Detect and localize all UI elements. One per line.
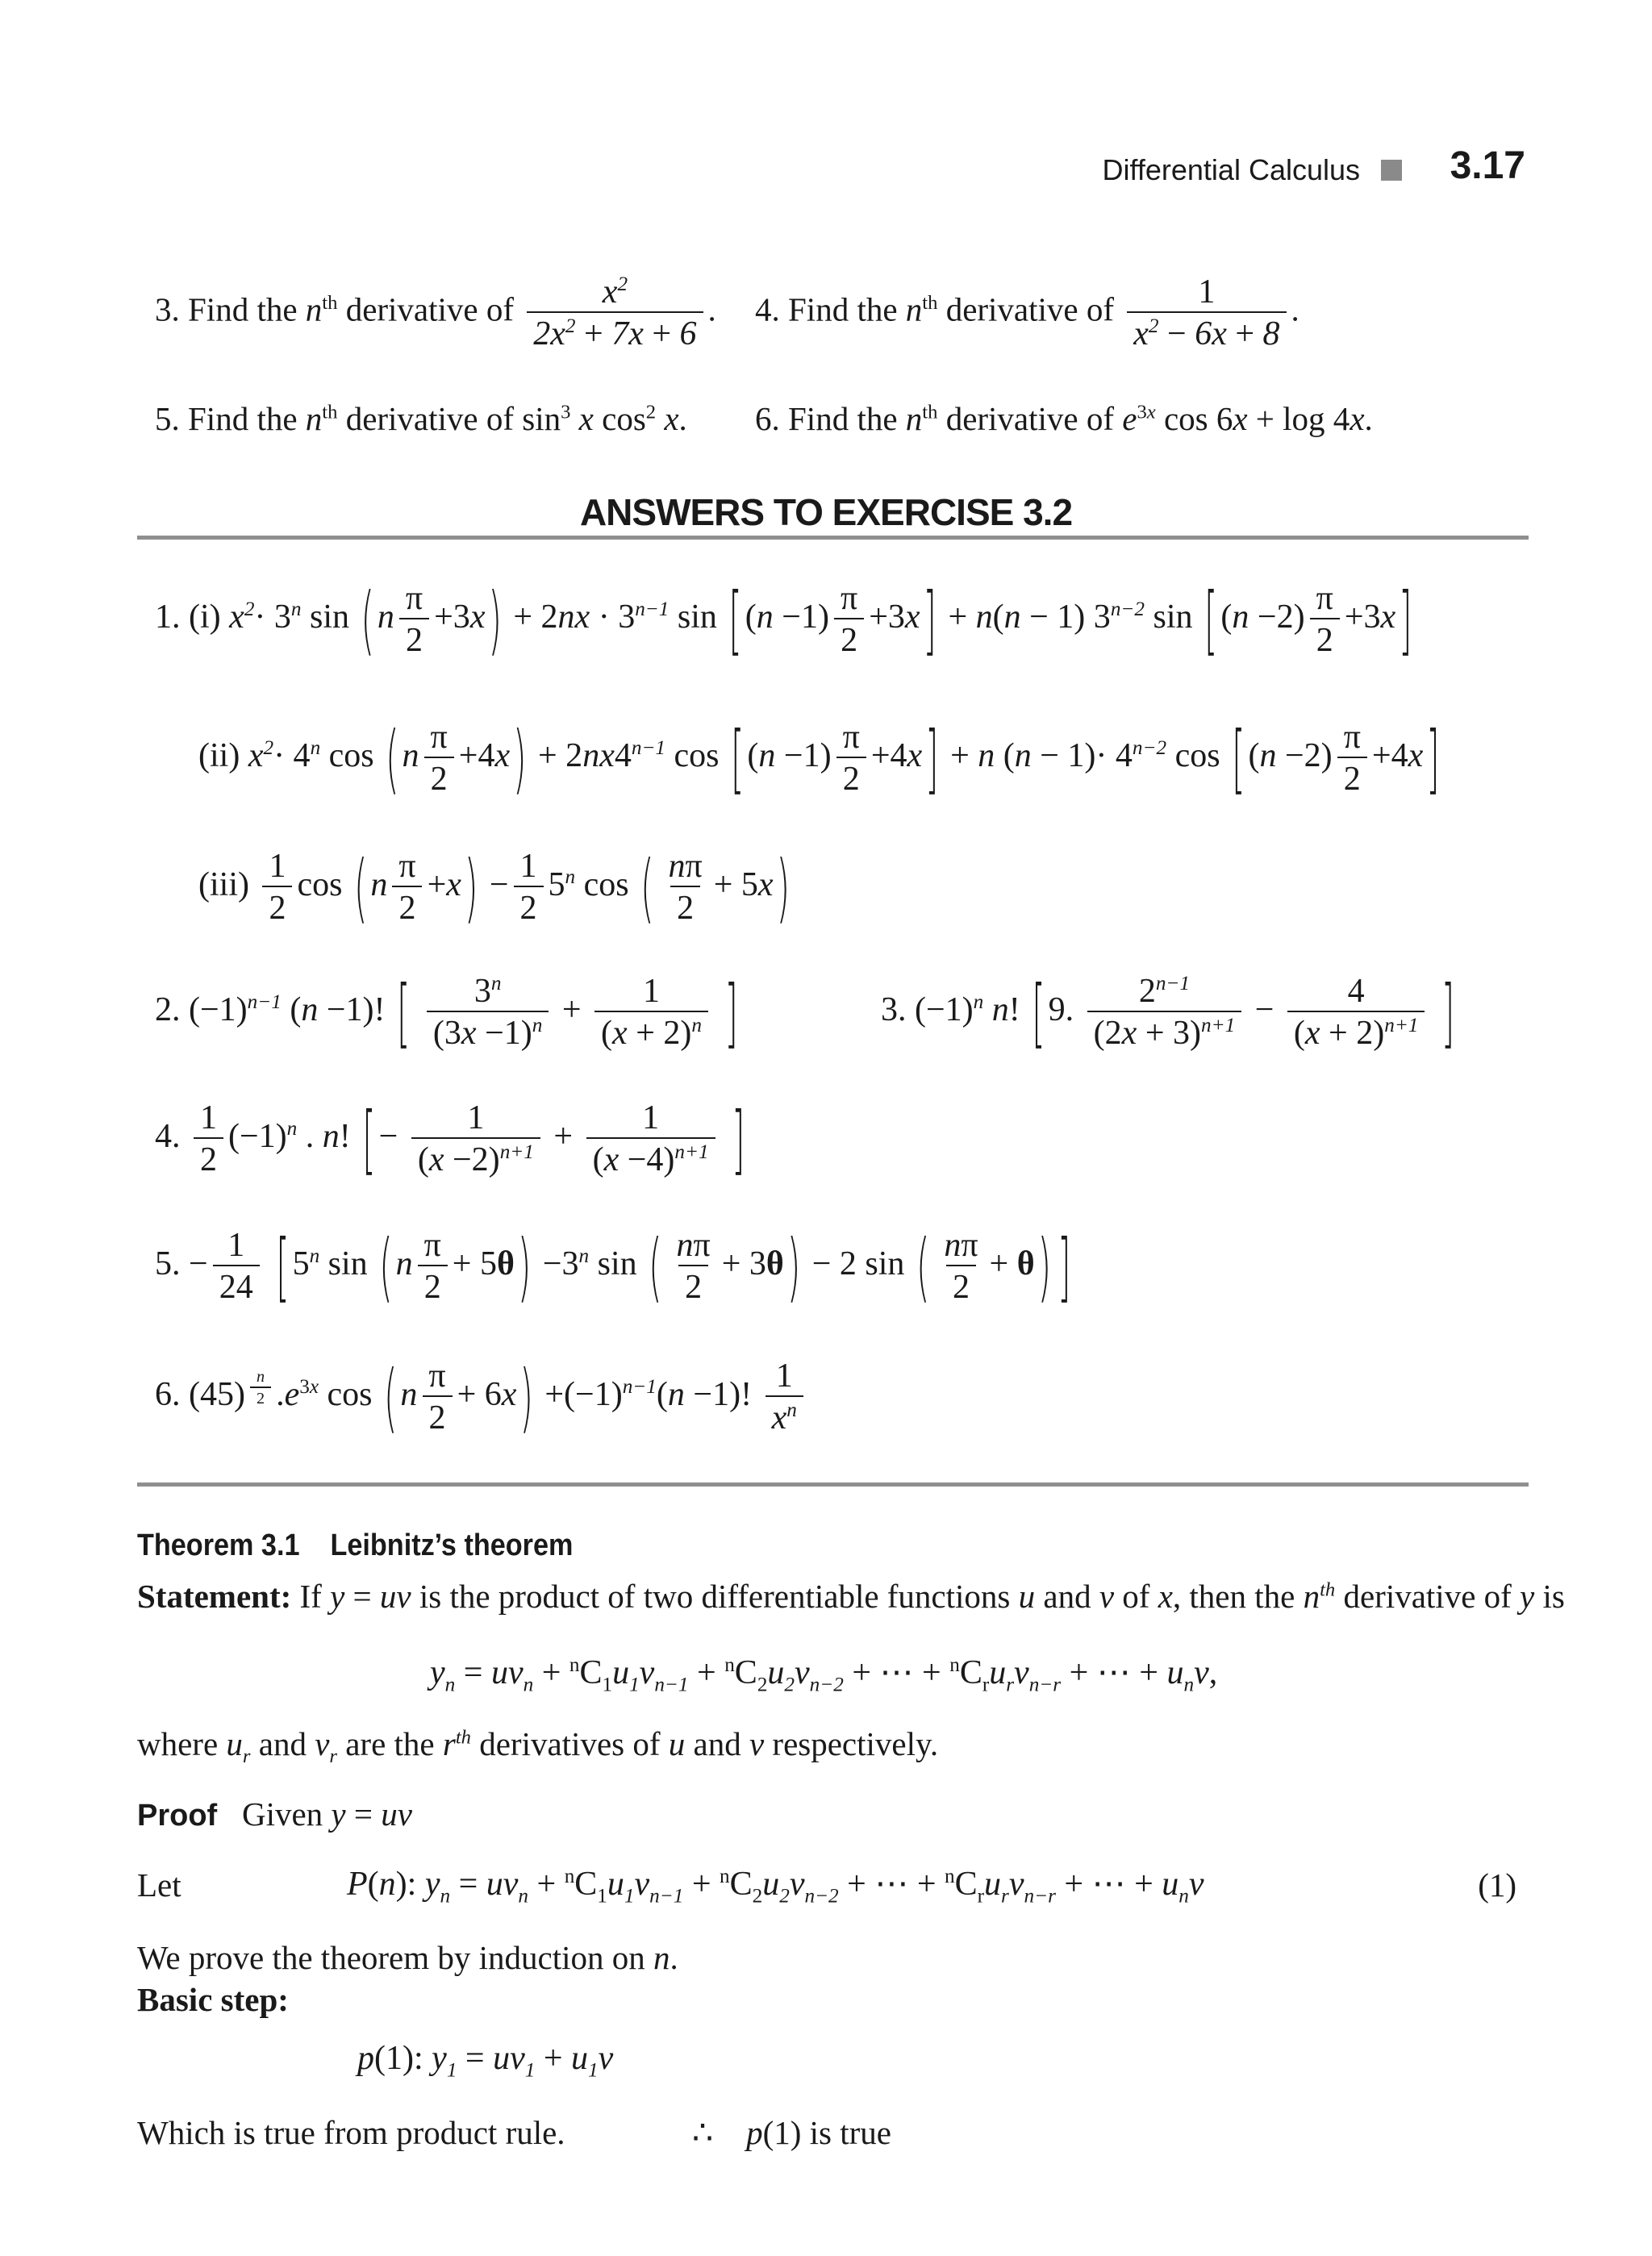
proof-line: Proof Given y = uv — [137, 1795, 412, 1833]
statement-text: derivative of — [1343, 1578, 1512, 1615]
answer-4-number: 4. — [155, 1117, 181, 1155]
equation-number: (1) — [1478, 1866, 1516, 1904]
basic-step-equation: p(1): $y_1 = uv_1 + u_1v$ — [357, 2040, 614, 2082]
problem-4-text: derivative of — [945, 290, 1115, 328]
statement-label: Statement: — [137, 1578, 292, 1615]
where-text: and — [258, 1725, 307, 1762]
therefore-symbol: ∴ — [692, 2114, 714, 2151]
problem-5-expression: $\sin^3 x$ $\cos^2 x$. — [522, 400, 687, 437]
header-square-icon — [1381, 160, 1402, 181]
theorem-name: Leibnitz’s theorem — [330, 1528, 574, 1562]
running-header-title: Differential Calculus — [1102, 153, 1360, 186]
problem-6-text: derivative of — [945, 400, 1115, 437]
statement-text: is — [1542, 1578, 1565, 1615]
leibnitz-formula: $y_n = uv_n + ^nC_1u_1v_{n-1} + ^nC_2u_2v_{n-2}$ + ⋯ + $^nC_ru_rv_{n-r}$ + ⋯ + $u_nv$, — [430, 1654, 1218, 1696]
page-number: 3.17 — [1450, 144, 1525, 187]
where-line: where $u_r$ and $v_r$ are the $r^{th}$ derivatives of u and v respectively. — [137, 1725, 939, 1768]
exercise-problem-5 — [155, 399, 687, 438]
problem-3-text: derivative of — [345, 290, 515, 328]
answer-6-number: 6. — [155, 1375, 181, 1413]
answer-1-part-i: (i) — [189, 598, 221, 636]
induction-statement: P(n): $y_n = uv_n + ^nC_1u_1v_{n-1} + ^nC_2u_2v_{n-2}$ + ⋯ + $^nC_ru_rv_{n-r}$ + ⋯ + $u_nv$ — [347, 1866, 1204, 1908]
nth-symbol: n — [905, 400, 923, 437]
let-label: Let — [137, 1866, 181, 1904]
problem-5-label: 5. Find the — [155, 400, 298, 437]
exercise-problem-3: 3. Find the $n^{th}$ derivative of $\frac{x^2}{2x^2 + 7x + 6}$ . — [155, 273, 716, 353]
problem-4-label: 4. Find the — [755, 290, 898, 328]
problem-3-label: 3. Find the — [155, 290, 298, 328]
problem-5-text: derivative of — [345, 400, 515, 437]
theorem-label — [137, 1528, 573, 1563]
induction-text: We prove the theorem by induction on n. — [137, 1939, 678, 1976]
proof-label: Proof — [137, 1799, 218, 1833]
proof-given-text: Given — [241, 1795, 323, 1833]
answer-5-number: 5. — [155, 1245, 181, 1282]
answer-1-part-iii: (iii) — [198, 865, 249, 903]
th-suffix: th — [322, 292, 338, 315]
statement-text: is the product of two differentiable functions — [419, 1578, 1011, 1615]
answers-heading: ANSWERS TO EXERCISE 3.2 — [579, 491, 1073, 533]
answer-1-ii: (ii) $x^2\cdot 4^n$ cos (n $\frac{\pi}{2}$ $+4x) + 2nx4^{n-1}$ cos [(n −1) $\frac{\pi}{2}$ +4x] + n $(n - 1)\cdot 4^{n-2}$ cos [(n −2) $\frac{\pi}{2}$ +4x] — [198, 715, 1440, 803]
answer-2: 2. $(-1)^{n-1}$ (n −1)! [ $\frac{3^n}{(3x -1)^n}$ + $\frac{1}{(x + 2)^n}$ ] — [155, 969, 738, 1057]
theorem-statement: Statement: If y = uv is the product of two differentiable functions u and v of x, then the $n^{th}$ derivative of y is — [137, 1578, 1565, 1615]
where-text: derivatives of — [479, 1725, 661, 1762]
problem-3-fraction: $\frac{x^2}{2x^2 + 7x + 6}$ — [527, 273, 703, 354]
bottom-divider — [137, 1482, 1529, 1487]
answer-3: 3. $(-1)^n$ n! [9. $\frac{2^{n-1}}{(2x + 3)^{n+1}}$ − $\frac{4}{(x + 2)^{n+1}}$ ] — [881, 969, 1455, 1057]
top-divider — [137, 536, 1529, 540]
conclusion-text: is true — [809, 2114, 891, 2151]
exercise-problem-6 — [755, 399, 1373, 438]
where-text: are the — [345, 1725, 435, 1762]
answer-6: 6. (45) $^{\frac{n}{2}}$ $.e^{3x}$ cos (n $\frac{\pi}{2}$ + $6x) +(-1)^{n-1}(n -1)$! $\frac{1}{x^n}$ — [155, 1357, 808, 1438]
where-text: respectively. — [772, 1725, 939, 1762]
answer-1-number: 1. — [155, 598, 181, 636]
statement-text: If — [299, 1578, 322, 1615]
exercise-problem-4: 4. Find the $n^{th}$ derivative of $\frac{1}{x^2 - 6x + 8}$ . — [755, 273, 1299, 353]
conclusion: ∴ p(1) is true — [692, 2114, 891, 2151]
statement-text: and — [1043, 1578, 1091, 1615]
answer-1-i: 1. (i) $x^2\cdot 3^n$ sin (n $\frac{\pi}{2}$ $+3x) + 2nx \cdot 3^{n-1}$ sin [(n −1) $\frac{\pi}{2}$ +3x] + n(n − 1) $3^{n-2}$ sin [(n −2) $\frac{\pi}{2}$ +3x] — [155, 576, 1412, 664]
answer-1-part-ii: (ii) — [198, 736, 240, 774]
th-suffix: th — [322, 401, 338, 423]
problem-4-fraction: $\frac{1}{x^2 - 6x + 8}$ — [1127, 273, 1286, 354]
induction-sentence: We prove the theorem by induction on — [137, 1939, 645, 1976]
nth-symbol: n — [305, 400, 323, 437]
answer-2-number: 2. — [155, 990, 181, 1028]
answer-1-iii: (iii) $\frac{1}{2}$ cos (n $\frac{\pi}{2}$ +x) − $\frac{1}{2}$ 5$^n$ cos ( $\frac{n\pi}{2}$ + 5x) — [198, 844, 790, 932]
where-text: and — [693, 1725, 741, 1762]
statement-text: of — [1122, 1578, 1150, 1615]
th-suffix: th — [922, 401, 938, 423]
problem-6-label: 6. Find the — [755, 400, 898, 437]
theorem-number: Theorem 3.1 — [137, 1528, 300, 1562]
basic-step-label: Basic step: — [137, 1981, 289, 2018]
statement-text: , then the — [1172, 1578, 1295, 1615]
answer-5: 5. − $\frac{1}{24}$ [5$^n$ sin (n $\frac{\pi}{2}$ + $5\theta) -3^n$ sin ( $\frac{n\pi}{2}$ + 3θ) − 2 sin ( $\frac{n\pi}{2}$ + θ) ] — [155, 1223, 1071, 1311]
answer-4: 4. $\frac{1}{2}$ $(-1)^n$ . n! [− $\frac{1}{(x -2)^{n+1}}$ + $\frac{1}{(x -4)^{n+1}}$ ] — [155, 1095, 745, 1183]
nth-symbol: n — [905, 290, 923, 328]
th-suffix: th — [922, 292, 938, 315]
nth-symbol: n — [305, 290, 323, 328]
answer-3-number: 3. — [881, 990, 907, 1028]
product-rule-text: Which is true from product rule. — [137, 2114, 565, 2151]
problem-6-expression: $e^{3x}$ cos 6x + log 4x. — [1122, 400, 1373, 437]
where-text: where — [137, 1725, 219, 1762]
